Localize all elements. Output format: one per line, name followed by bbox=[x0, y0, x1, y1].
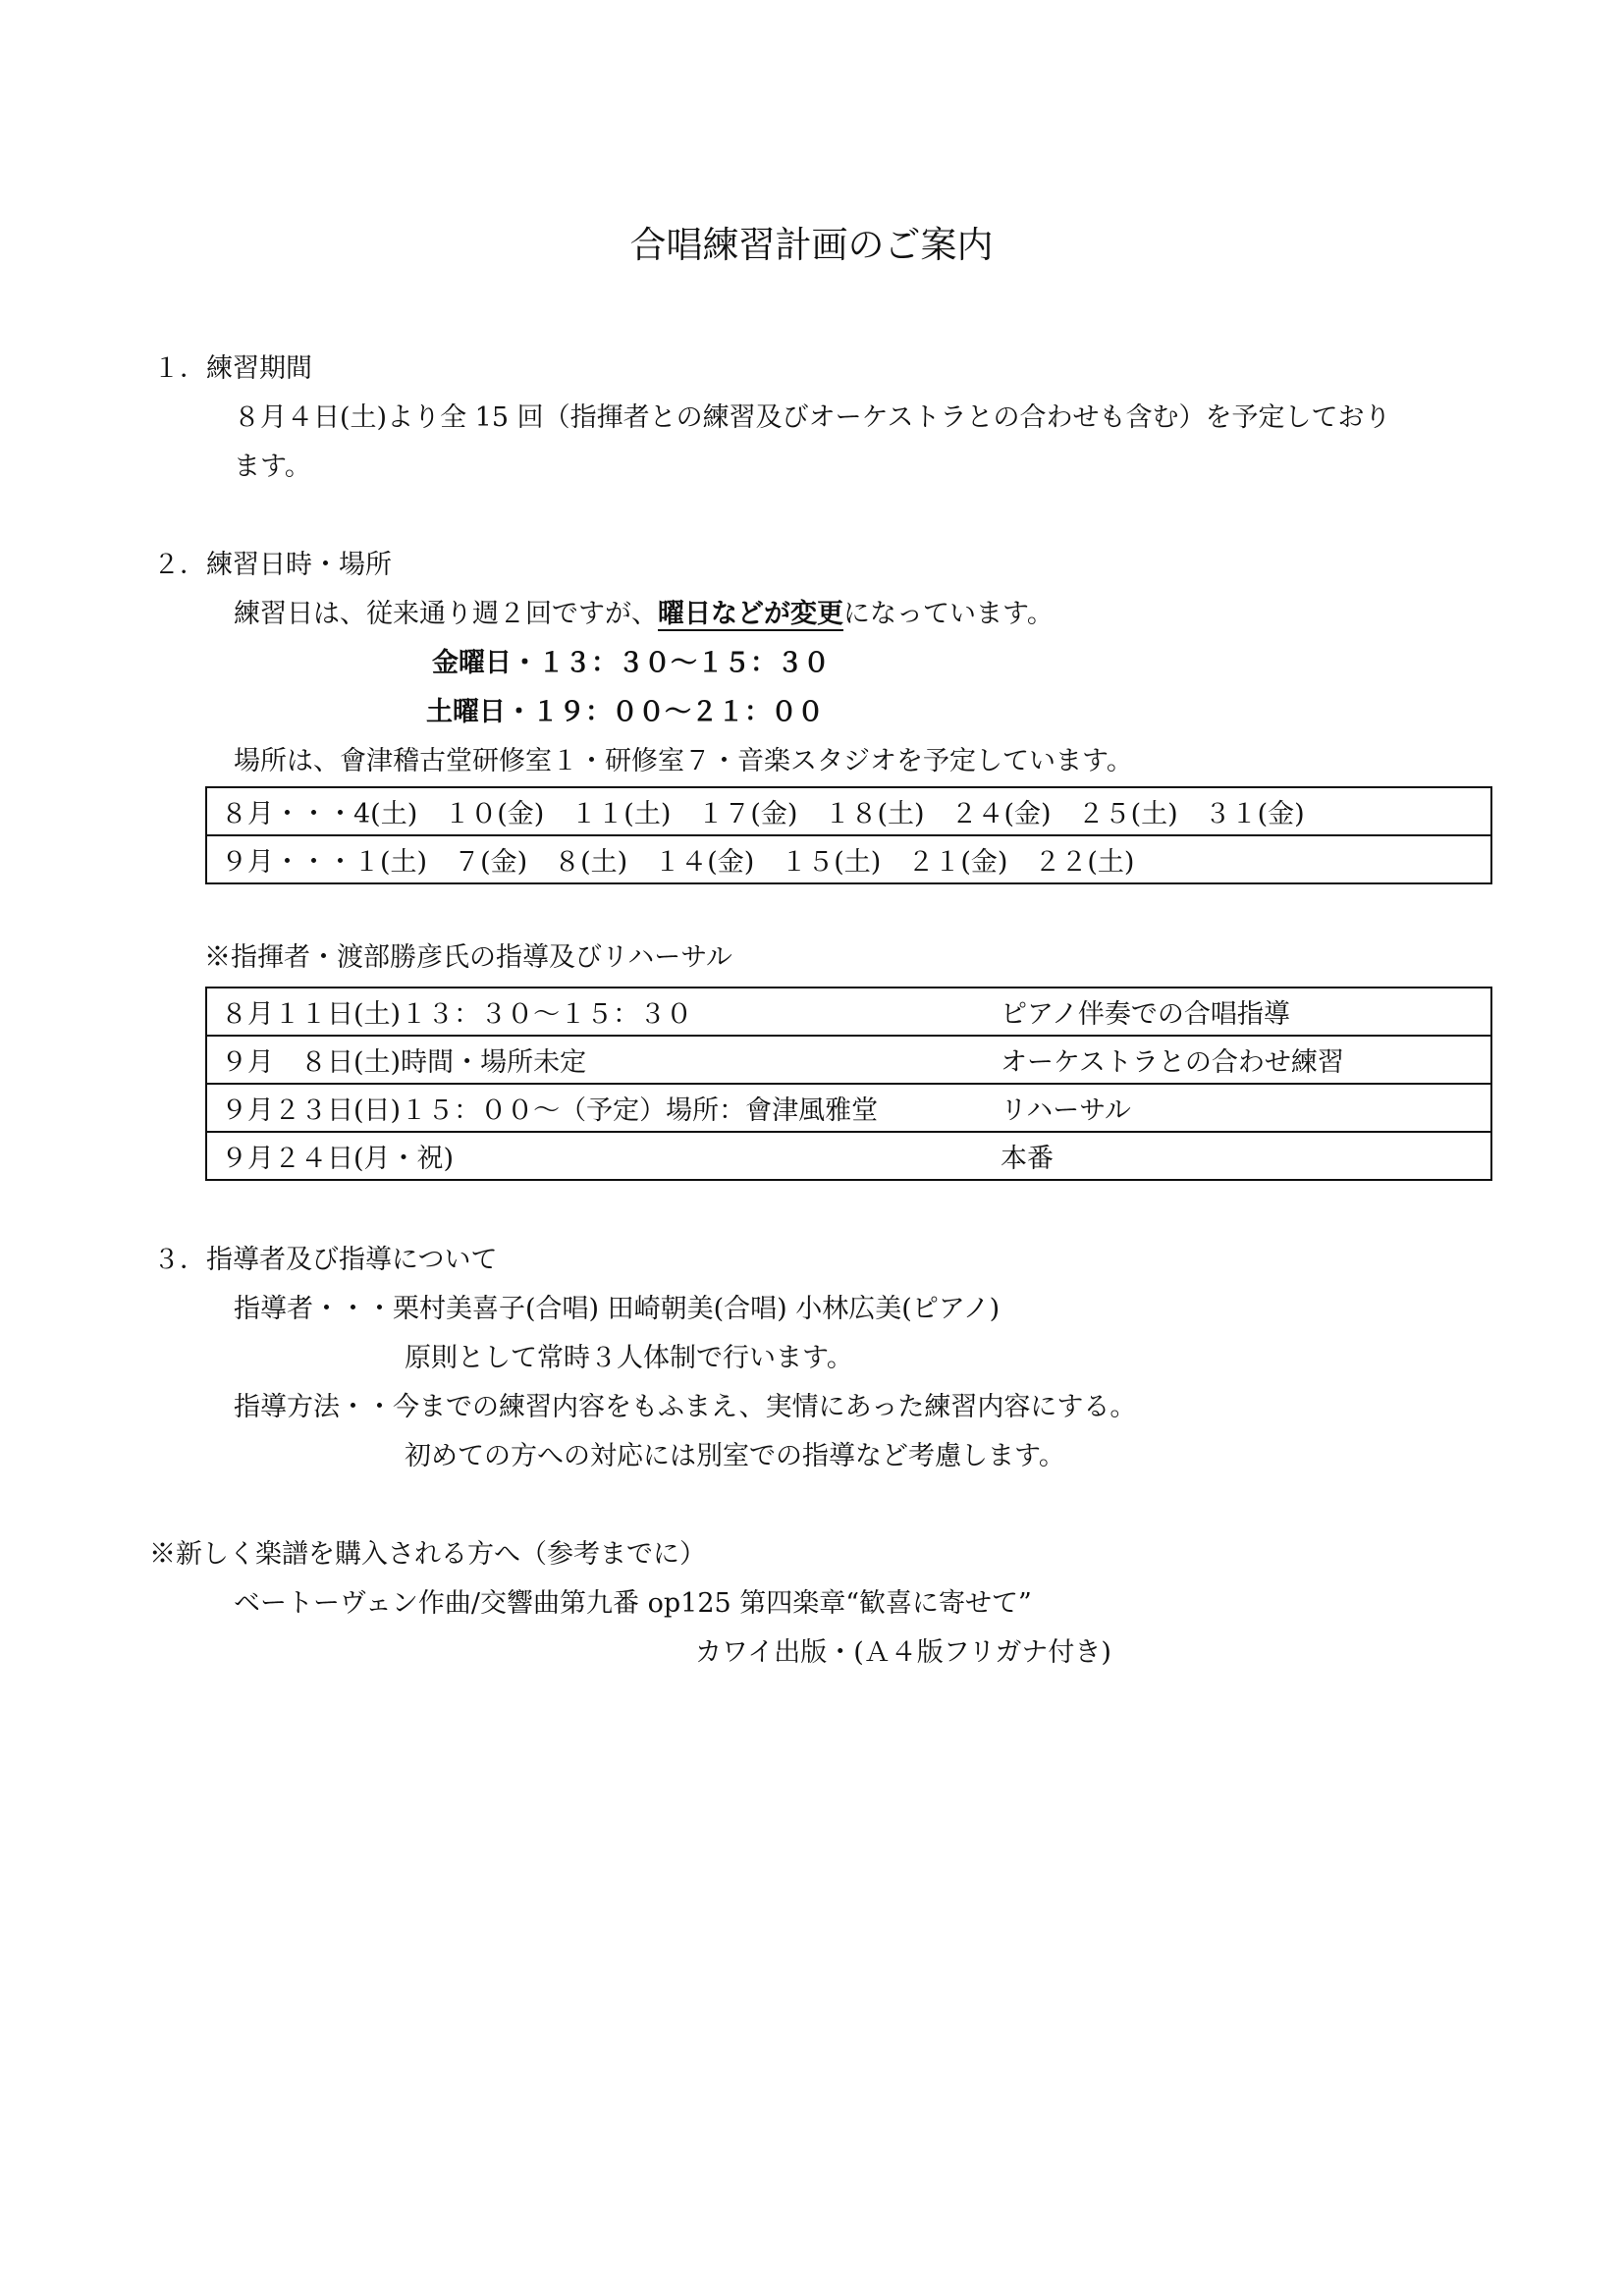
schedule-when: ８月１１日(土)１３：３０～１５：３０ bbox=[206, 988, 987, 1036]
leaders-text: 指導者・・・栗村美喜子(合唱) 田崎朝美(合唱) 小林広美(ピアノ) bbox=[234, 1294, 1001, 1324]
table-row bbox=[206, 1132, 1491, 1180]
practice-dates-table bbox=[205, 786, 1492, 884]
score-heading: ※新しく楽譜を購入される方へ（参考までに） bbox=[149, 1539, 706, 1570]
table-row bbox=[206, 1036, 1491, 1084]
score-line-1: ベートーヴェン作曲/交響曲第九番 op125 第四楽章“歓喜に寄せて” bbox=[234, 1588, 1032, 1619]
schedule-when: ９月２３日(日)１５：００～（予定）場所：會津風雅堂 bbox=[206, 1084, 987, 1132]
schedule-what: リハーサル bbox=[987, 1084, 1491, 1132]
schedule-when: ９月 ８日(土)時間・場所未定 bbox=[206, 1036, 987, 1084]
method-note: 初めての方への対応には別室での指導など考慮します。 bbox=[405, 1441, 1065, 1471]
section-1-heading: １．練習期間 bbox=[153, 353, 312, 384]
table-row bbox=[206, 988, 1491, 1036]
dates-september: ９月・・・１(土) ７(金) ８(土) １４(金) １５(土) ２１(金) ２２(土) bbox=[206, 835, 1491, 883]
intro-text-pre: 練習日は、従来通り週２回ですが、 bbox=[234, 599, 658, 629]
table-row bbox=[206, 1084, 1491, 1132]
place-text: 場所は、會津稽古堂研修室１・研修室７・音楽スタジオを予定しています。 bbox=[234, 746, 1133, 776]
score-line-2: カワイ出版・(Ａ４版フリガナ付き) bbox=[695, 1637, 1111, 1668]
section-3-heading: ３．指導者及び指導について bbox=[153, 1245, 498, 1275]
schedule-when: ９月２４日(月・祝) bbox=[206, 1132, 987, 1180]
conductor-schedule-table bbox=[205, 987, 1492, 1181]
table-row bbox=[206, 787, 1491, 835]
section-2-intro bbox=[234, 597, 1054, 632]
saturday-time: 土曜日・１９：００～２１：００ bbox=[426, 697, 824, 727]
schedule-what: オーケストラとの合わせ練習 bbox=[987, 1036, 1491, 1084]
schedule-what: 本番 bbox=[987, 1132, 1491, 1180]
section-2-heading: ２．練習日時・場所 bbox=[153, 550, 392, 580]
table-row bbox=[206, 835, 1491, 883]
conductor-heading: ※指揮者・渡部勝彦氏の指導及びリハーサル bbox=[204, 942, 732, 973]
intro-text-post: になっています。 bbox=[843, 599, 1054, 629]
section-1-line-2: ます。 bbox=[234, 452, 311, 482]
page-title: 合唱練習計画のご案内 bbox=[629, 224, 994, 266]
intro-text-underlined: 曜日などが変更 bbox=[658, 599, 843, 629]
schedule-what: ピアノ伴奏での合唱指導 bbox=[987, 988, 1491, 1036]
section-1-line-1: ８月４日(土)より全 15 回（指揮者との練習及びオーケストラとの合わせも含む）を予定しており bbox=[234, 402, 1391, 433]
dates-august: ８月・・・4(土) １０(金) １１(土) １７(金) １８(土) ２４(金) ２５(土) ３１(金) bbox=[206, 787, 1491, 835]
leaders-note: 原則として常時３人体制で行います。 bbox=[405, 1343, 853, 1373]
method-text: 指導方法・・今までの練習内容をもふまえ、実情にあった練習内容にする。 bbox=[234, 1392, 1137, 1422]
friday-time: 金曜日・１３：３０～１５：３０ bbox=[432, 648, 830, 678]
